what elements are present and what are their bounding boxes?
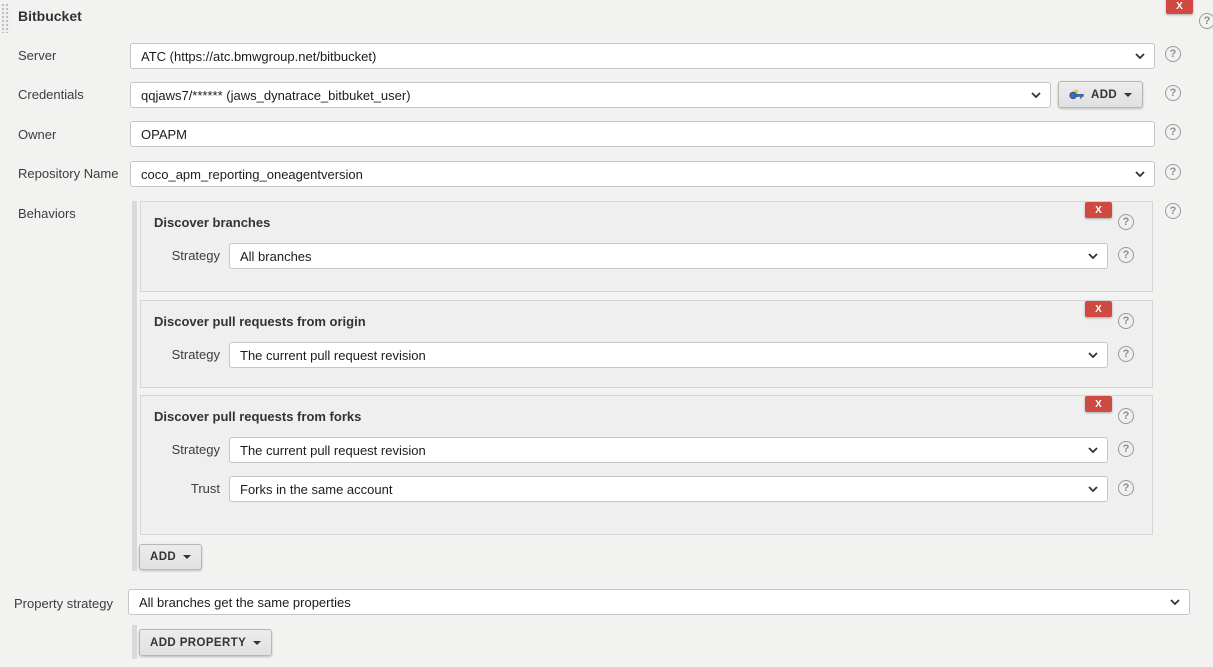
chevron-down-icon xyxy=(1088,486,1098,492)
add-behavior-button[interactable] xyxy=(139,544,202,570)
behavior-panel-discover-pr-forks xyxy=(140,395,1153,535)
owner-input[interactable] xyxy=(141,127,1144,142)
drag-handle[interactable] xyxy=(1,3,10,33)
strategy-label: Strategy xyxy=(171,248,220,263)
trust-help-icon[interactable]: ? xyxy=(1118,480,1134,496)
behavior-title: Discover pull requests from forks xyxy=(154,409,362,424)
credentials-add-label: ADD xyxy=(1091,88,1118,101)
trust-label: Trust xyxy=(190,481,220,496)
chevron-down-icon xyxy=(1088,447,1098,453)
strategy-help-icon[interactable]: ? xyxy=(1118,441,1134,457)
strategy-label: Strategy xyxy=(171,347,220,362)
strategy-select-value: The current pull request revision xyxy=(240,347,426,363)
credentials-select[interactable] xyxy=(130,82,1051,108)
strategy-help-icon[interactable]: ? xyxy=(1118,247,1134,263)
strategy-select-value: The current pull request revision xyxy=(240,442,426,458)
behaviors-label: Behaviors xyxy=(18,206,76,221)
credentials-add-button[interactable] xyxy=(1058,81,1143,108)
strategy-select[interactable] xyxy=(229,437,1108,463)
behaviors-help-icon[interactable]: ? xyxy=(1165,203,1181,219)
credentials-label: Credentials xyxy=(18,87,84,102)
repository-name-select[interactable] xyxy=(130,161,1155,187)
chevron-down-icon xyxy=(1135,53,1145,59)
chevron-down-icon xyxy=(1088,352,1098,358)
strategy-select-value: All branches xyxy=(240,248,312,264)
caret-down-icon xyxy=(183,555,191,559)
strategy-label: Strategy xyxy=(171,442,220,457)
chevron-down-icon xyxy=(1170,599,1180,605)
property-strategy-select[interactable] xyxy=(128,589,1190,615)
caret-down-icon xyxy=(253,641,261,645)
behavior-help-icon[interactable]: ? xyxy=(1118,214,1134,230)
owner-field-wrap xyxy=(130,121,1155,147)
server-select-value: ATC (https://atc.bmwgroup.net/bitbucket) xyxy=(141,48,377,64)
strategy-help-icon[interactable]: ? xyxy=(1118,346,1134,362)
repository-name-label: Repository Name xyxy=(18,166,119,181)
remove-source-button[interactable]: X xyxy=(1166,0,1193,14)
server-help-icon[interactable]: ? xyxy=(1165,46,1181,62)
behavior-panel-discover-pr-origin xyxy=(140,300,1153,388)
chevron-down-icon xyxy=(1135,171,1145,177)
trust-select-value: Forks in the same account xyxy=(240,481,393,497)
behaviors-list-bar xyxy=(132,201,137,571)
behavior-title: Discover pull requests from origin xyxy=(154,314,366,329)
strategy-select[interactable] xyxy=(229,342,1108,368)
caret-down-icon xyxy=(1124,93,1132,97)
trust-select[interactable] xyxy=(229,476,1108,502)
behavior-help-icon[interactable]: ? xyxy=(1118,408,1134,424)
property-strategy-label: Property strategy xyxy=(14,596,113,611)
chevron-down-icon xyxy=(1088,253,1098,259)
behavior-title: Discover branches xyxy=(154,215,271,230)
behavior-help-icon[interactable]: ? xyxy=(1118,313,1134,329)
remove-behavior-button[interactable]: X xyxy=(1085,396,1112,412)
server-label: Server xyxy=(18,48,57,63)
key-icon xyxy=(1069,89,1084,101)
repository-name-help-icon[interactable]: ? xyxy=(1165,164,1181,180)
repository-name-select-value: coco_apm_reporting_oneagentversion xyxy=(141,166,363,182)
property-strategy-select-value: All branches get the same properties xyxy=(139,594,351,610)
property-list-bar xyxy=(132,625,137,659)
add-property-button[interactable] xyxy=(139,629,272,656)
behavior-panel-discover-branches xyxy=(140,201,1153,292)
remove-behavior-button[interactable]: X xyxy=(1085,202,1112,218)
add-behavior-label: ADD xyxy=(150,551,177,563)
server-select[interactable] xyxy=(130,43,1155,69)
owner-help-icon[interactable]: ? xyxy=(1165,124,1181,140)
section-title: Bitbucket xyxy=(18,8,82,24)
strategy-select[interactable] xyxy=(229,243,1108,269)
credentials-select-value: qqjaws7/****** (jaws_dynatrace_bitbuket_user) xyxy=(141,87,411,103)
owner-label: Owner xyxy=(18,127,57,142)
section-help-icon[interactable]: ? xyxy=(1199,13,1213,29)
chevron-down-icon xyxy=(1031,92,1041,98)
remove-behavior-button[interactable]: X xyxy=(1085,301,1112,317)
credentials-help-icon[interactable]: ? xyxy=(1165,85,1181,101)
add-property-label: ADD PROPERTY xyxy=(150,636,247,649)
